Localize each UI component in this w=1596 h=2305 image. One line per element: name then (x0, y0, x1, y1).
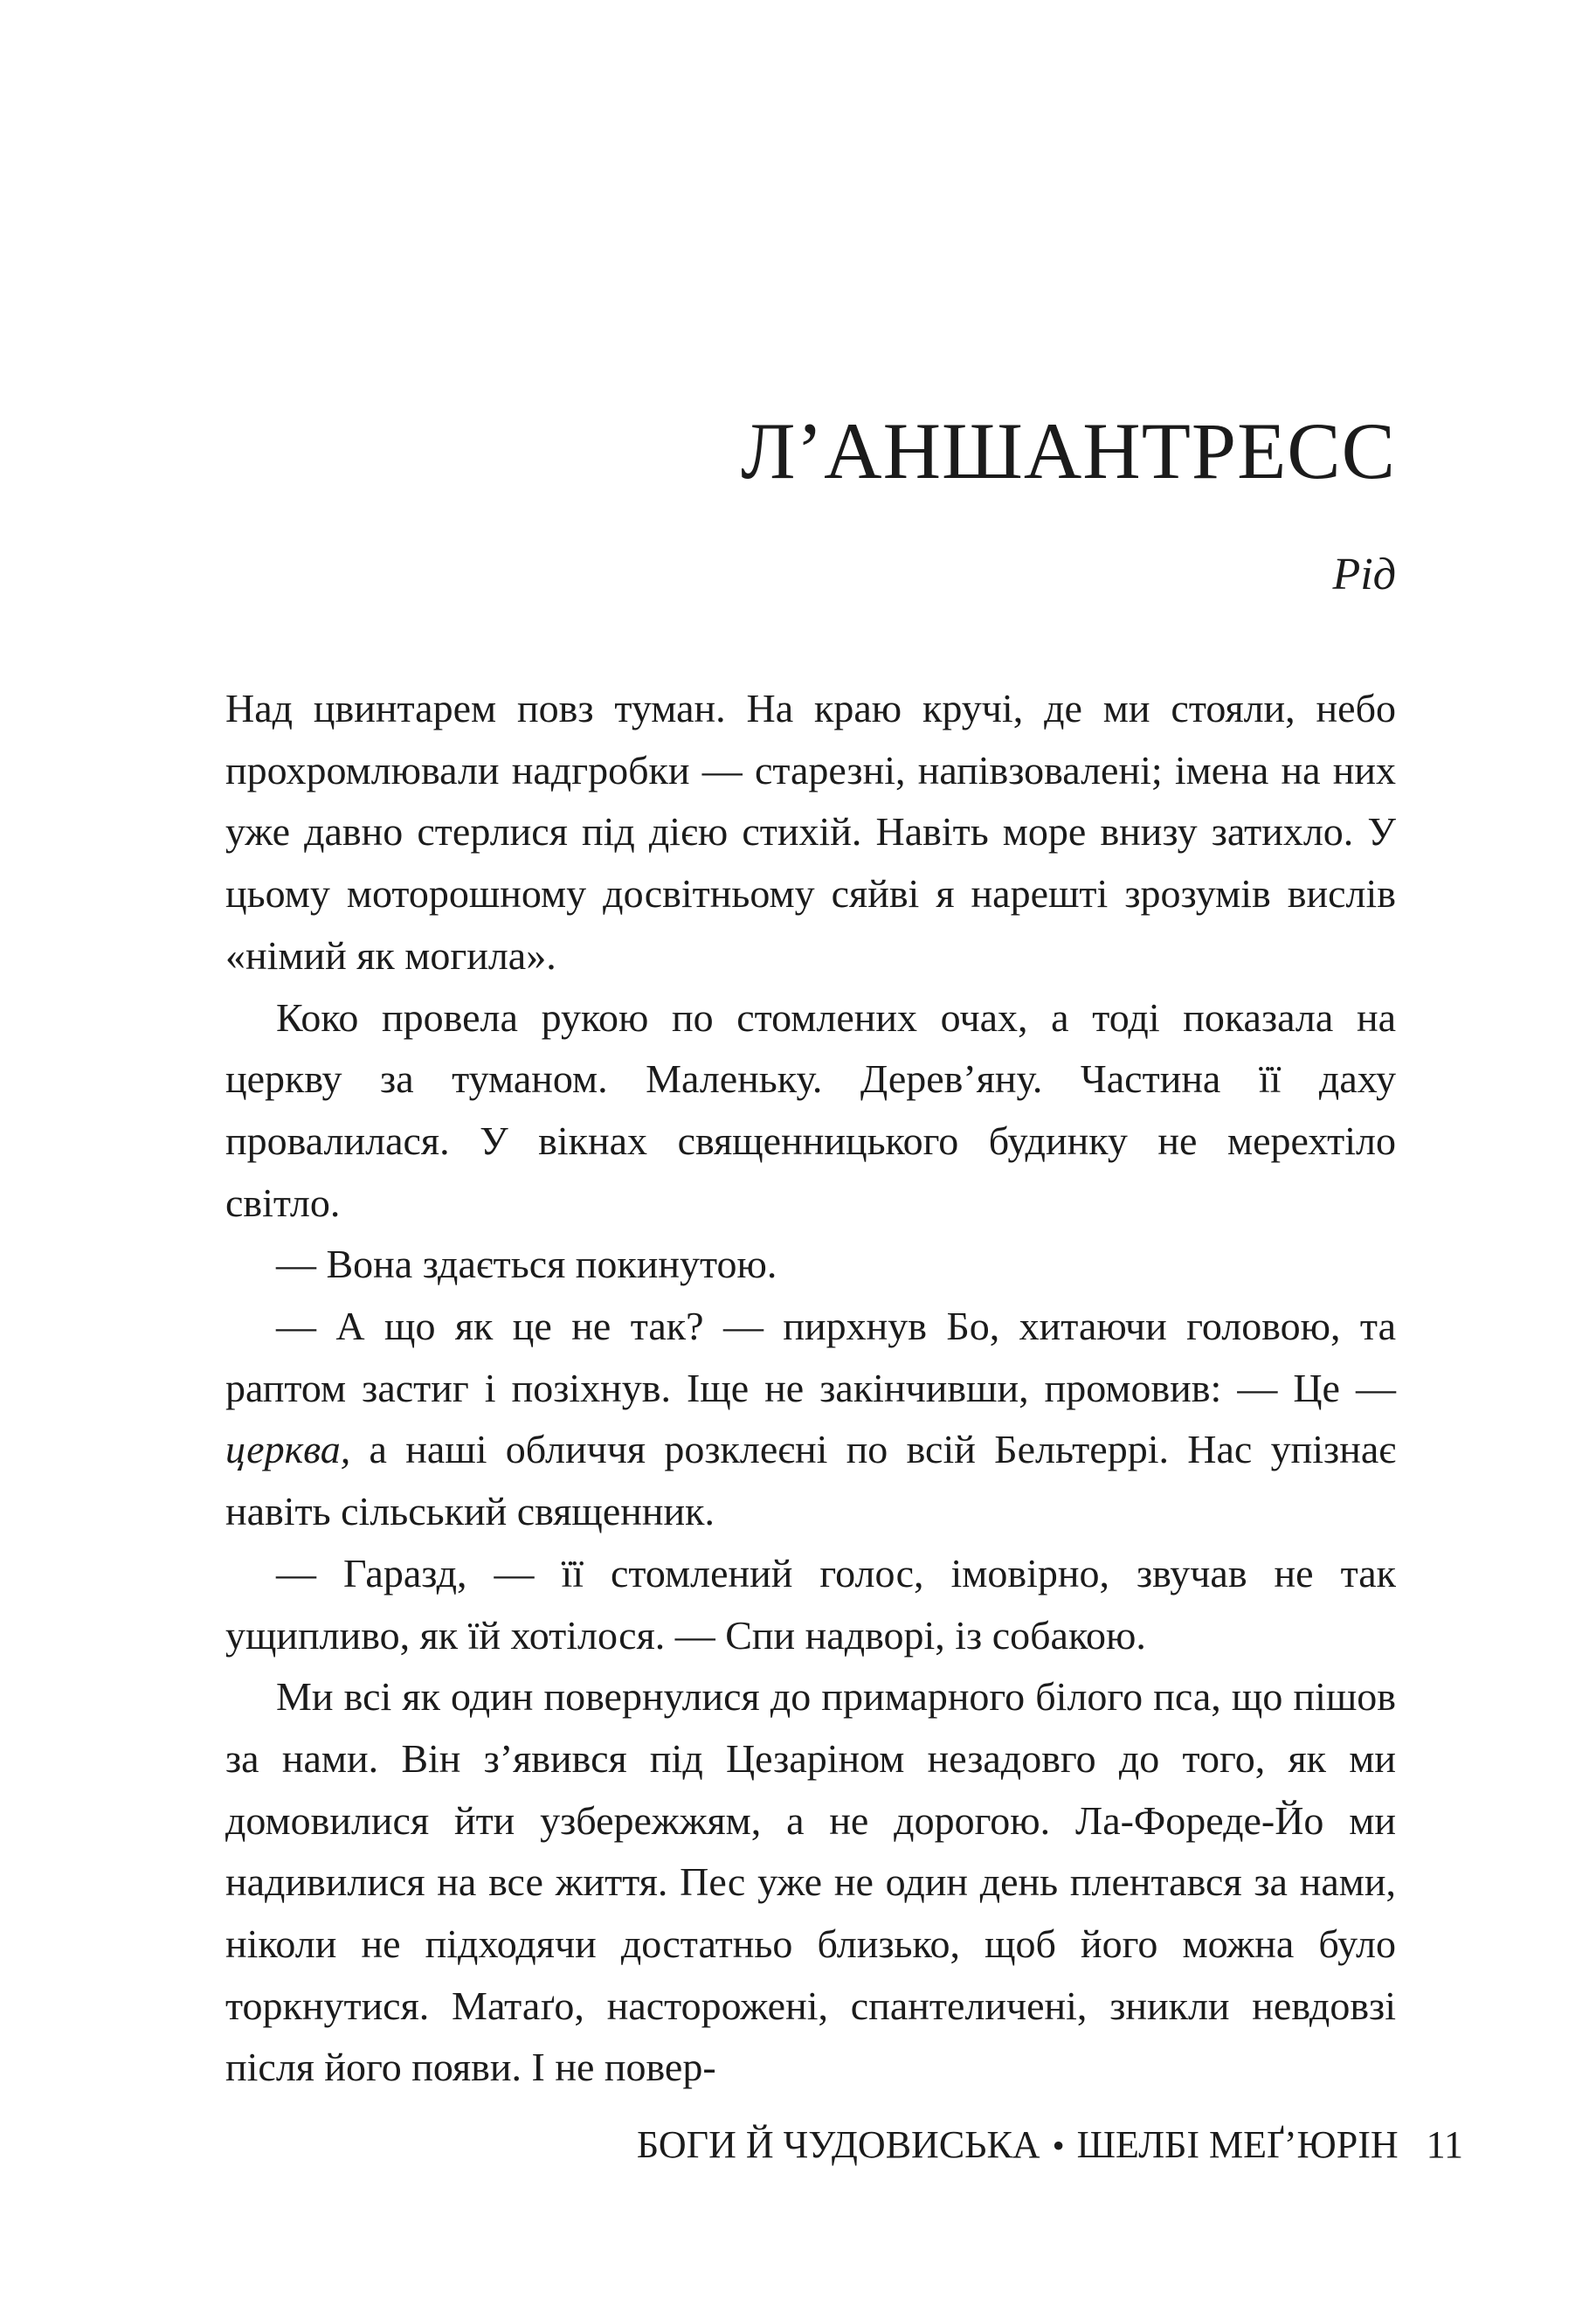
footer-book-title: БОГИ Й ЧУДОВИСЬКА (636, 2123, 1040, 2166)
paragraph-2: Коко провела рукою по стомлених очах, а тоді показала на церкву за туманом. Маленьку. Дерев’яну. Частина її даху провалилася. У вікнах священницького будинку не мерехтіло світло. (225, 994, 1396, 1225)
body-text (225, 678, 1396, 2099)
paragraph-4-part-a: — А що як це не так? — пирхнув Бо, хитаючи головою, та раптом застиг і позіхнув. Іще не закінчивши, промовив: — Це — (225, 1304, 1396, 1410)
paragraph-1: Над цвинтарем повз туман. На краю кручі, де ми стояли, небо прохромлювали надгробки — старезні, напівзовалені; імена на них уже давно стерлися під дією стихій. Навіть море внизу затихло. У цьому моторошному досвітньому сяйві я нарешті зрозумів вислів «німий як могила». (225, 686, 1396, 978)
page-number: 11 (1426, 2123, 1463, 2166)
footer-bullet: • (1052, 2126, 1065, 2165)
running-footer (636, 2123, 1463, 2166)
paragraph-6: Ми всі як один повернулися до примарного білого пса, що пішов за нами. Він з’явився під Цезаріном незадовго до того, як ми домовилися йти узбережжям, а не дорогою. Ла-Фореде-Йо ми надивилися на все життя. Пес уже не один день плентався за нами, ніколи не підходячи достатньо близько, щоб його можна було торкнутися. Матаґо, настороженi, спантеличені, зникли невдовзі після його появи. І не повер- (225, 1674, 1396, 2090)
paragraph-5: — Гаразд, — її стомлений голос, імовірно, звучав не так ущипливо, як їй хотілося. — Спи надворі, із собакою. (225, 1550, 1396, 1658)
footer-author: ШЕЛБІ МЕҐ’ЮРІН (1076, 2123, 1399, 2166)
paragraph-4-emphasis: церква, (225, 1427, 351, 1472)
paragraph-4-part-b: а наші обличчя розклеєні по всій Бельтеррі. Нас упізнає навіть сільський священник. (225, 1427, 1396, 1534)
chapter-title: Л’АНШАНТРЕСС (741, 406, 1396, 495)
paragraph-4 (225, 1296, 1396, 1543)
chapter-subtitle: Рід (1332, 550, 1396, 599)
paragraph-3: — Вона здається покинутою. (276, 1242, 777, 1287)
